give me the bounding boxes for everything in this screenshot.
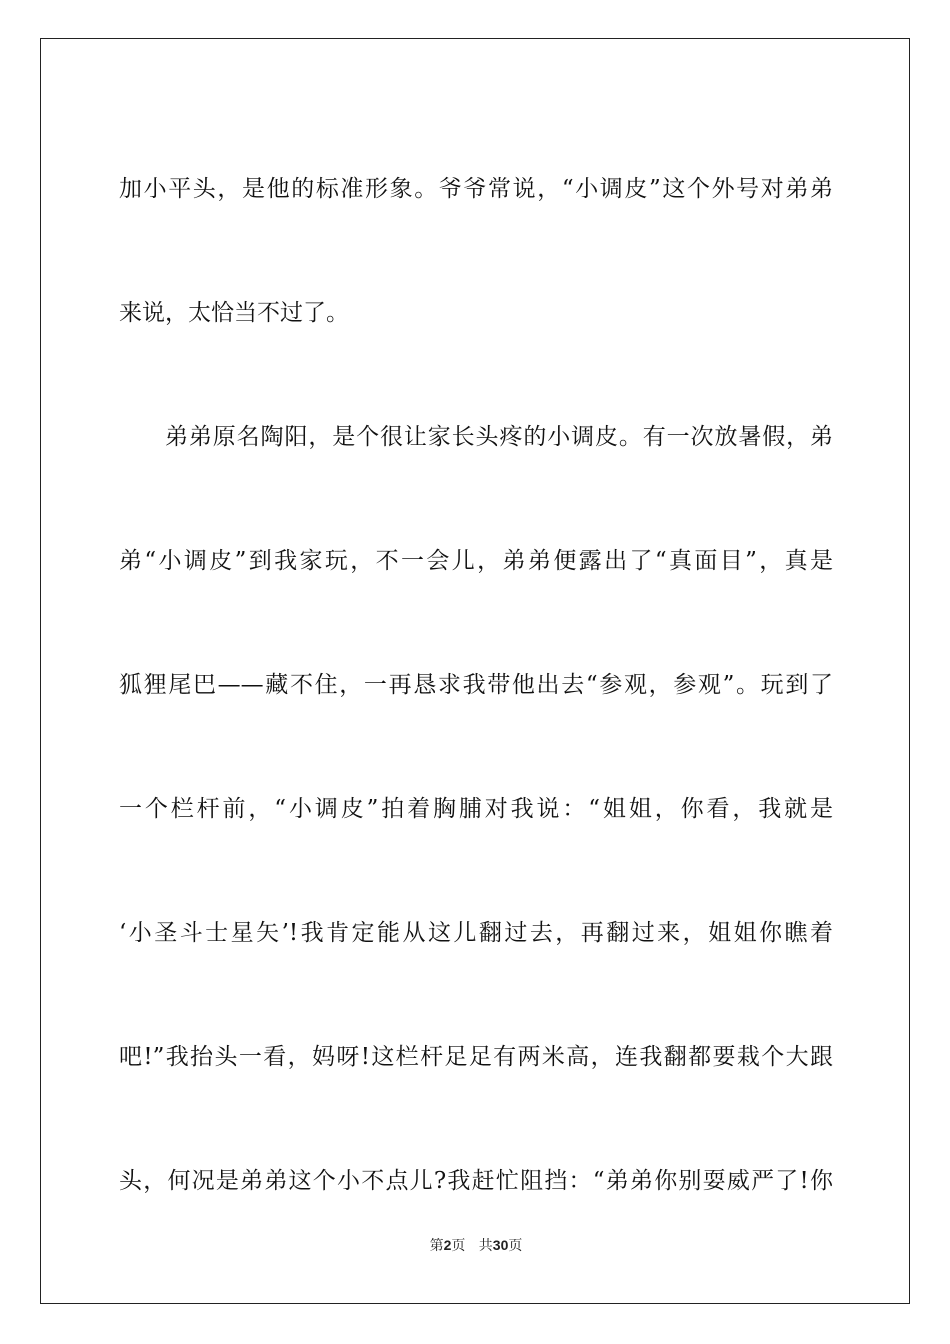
text-line: 加小平头，是他的标准形象。爷爷常说，“小调皮”这个外号对弟弟 xyxy=(119,176,833,202)
page-number: 2 xyxy=(443,1237,452,1253)
total-suffix: 页 xyxy=(508,1238,523,1254)
page-suffix: 页 xyxy=(451,1238,466,1254)
text-line: 弟“小调皮”到我家玩，不一会儿，弟弟便露出了“真面目”，真是 xyxy=(119,548,833,574)
text-line: 一个栏杆前，“小调皮”拍着胸脯对我说：“姐姐，你看，我就是 xyxy=(119,796,833,822)
text-line: 狐狸尾巴——藏不住，一再恳求我带他出去“参观，参观”。玩到了 xyxy=(119,672,833,698)
total-prefix: 共 xyxy=(478,1238,493,1254)
total-pages: 30 xyxy=(492,1237,509,1253)
document-page xyxy=(40,38,910,1304)
text-line: 来说，太恰当不过了。 xyxy=(119,300,349,326)
page-footer xyxy=(41,1235,911,1255)
text-line: 头，何况是弟弟这个小不点儿?我赶忙阻挡：“弟弟你别耍威严了!你 xyxy=(119,1168,833,1194)
text-line: ‘小圣斗士星矢’!我肯定能从这儿翻过去，再翻过来，姐姐你瞧着 xyxy=(119,920,833,946)
page-prefix: 第 xyxy=(429,1238,444,1254)
paragraph-first-line: 弟弟原名陶阳，是个很让家长头疼的小调皮。有一次放暑假，弟 xyxy=(165,424,833,450)
text-line: 吧!”我抬头一看，妈呀!这栏杆足足有两米高，连我翻都要栽个大跟 xyxy=(119,1044,833,1070)
